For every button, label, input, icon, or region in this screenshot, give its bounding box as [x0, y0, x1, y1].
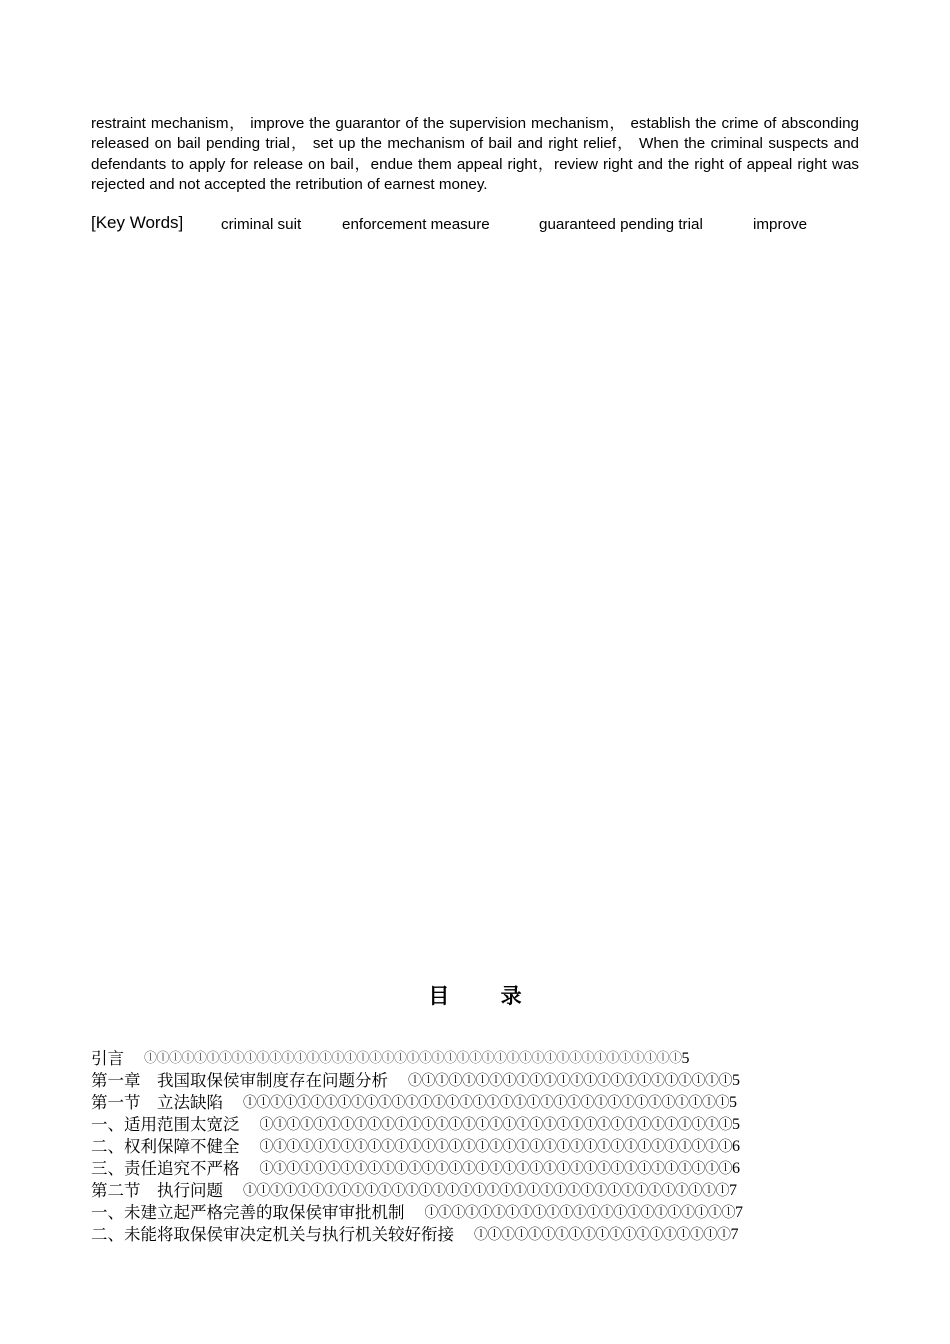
toc-entry[interactable] [91, 1070, 871, 1092]
toc-leader: ⓛⓛⓛⓛⓛⓛⓛⓛⓛⓛⓛⓛⓛⓛⓛⓛⓛⓛⓛⓛⓛⓛⓛⓛ [408, 1073, 732, 1089]
toc-entry-title: 第一章 我国取保侯审制度存在问题分析 [91, 1071, 388, 1090]
toc-page-number: 6 [732, 1138, 740, 1155]
toc-page-number: 6 [732, 1160, 740, 1177]
toc-entry-title: 第二节 执行问题 [91, 1181, 223, 1200]
toc-leader: ⓛⓛⓛⓛⓛⓛⓛⓛⓛⓛⓛⓛⓛⓛⓛⓛⓛⓛⓛⓛⓛⓛⓛⓛⓛⓛⓛⓛⓛⓛⓛⓛⓛⓛⓛⓛ [243, 1183, 729, 1199]
abstract-continuation [91, 114, 859, 195]
toc-entry[interactable] [91, 1158, 871, 1180]
toc-page-number: 5 [681, 1050, 690, 1067]
toc-title: 目 录 [428, 984, 544, 1008]
toc-entry-title: 二、权利保障不健全 [91, 1137, 240, 1156]
toc-leader: ⓛⓛⓛⓛⓛⓛⓛⓛⓛⓛⓛⓛⓛⓛⓛⓛⓛⓛⓛⓛⓛⓛⓛ [424, 1205, 735, 1221]
toc-entry[interactable] [91, 1136, 871, 1158]
toc-page-number: 7 [735, 1204, 743, 1221]
keyword-item: improve [753, 216, 808, 233]
abstract-paragraph: restraint mechanism， improve the guarantor of the supervision mechanism， establish the crime of absconding released on bail pending trial， set up the mechanism of bail and right relief， When the criminal suspects and defendants to apply for release on bail，endue them appeal right，review right and the right of appeal right was rejected and not accepted the retribution of earnest money. [91, 115, 859, 193]
toc-entry[interactable] [91, 1224, 871, 1246]
toc-leader: ⓛⓛⓛⓛⓛⓛⓛⓛⓛⓛⓛⓛⓛⓛⓛⓛⓛⓛⓛ [474, 1227, 731, 1243]
keyword-item: guaranteed pending trial [539, 216, 703, 233]
toc-entry-title: 一、适用范围太宽泛 [91, 1115, 240, 1134]
keywords-line [91, 213, 871, 237]
toc-entry[interactable] [91, 1048, 871, 1070]
toc-entry[interactable] [91, 1114, 871, 1136]
keyword-item: criminal suit [221, 216, 302, 233]
toc-leader: ⓛⓛⓛⓛⓛⓛⓛⓛⓛⓛⓛⓛⓛⓛⓛⓛⓛⓛⓛⓛⓛⓛⓛⓛⓛⓛⓛⓛⓛⓛⓛⓛⓛⓛⓛⓛ [243, 1095, 729, 1111]
table-of-contents [91, 1048, 871, 1246]
toc-entry-title: 三、责任追究不严格 [91, 1159, 240, 1178]
toc-entry-title: 引言 [91, 1049, 124, 1068]
toc-page-number: 7 [730, 1226, 739, 1243]
toc-leader: ⓛⓛⓛⓛⓛⓛⓛⓛⓛⓛⓛⓛⓛⓛⓛⓛⓛⓛⓛⓛⓛⓛⓛⓛⓛⓛⓛⓛⓛⓛⓛⓛⓛⓛⓛⓛⓛⓛⓛⓛⓛⓛⓛ [144, 1051, 682, 1066]
toc-page-number: 7 [729, 1182, 737, 1199]
toc-entry-title: 一、未建立起严格完善的取保侯审审批机制 [91, 1203, 405, 1222]
toc-page-number: 5 [729, 1094, 737, 1111]
toc-entry[interactable] [91, 1202, 871, 1224]
keywords-label: [Key Words] [91, 213, 184, 232]
toc-page-number: 5 [732, 1072, 740, 1089]
keyword-item: enforcement measure [342, 216, 490, 233]
toc-page-number: 5 [732, 1116, 740, 1133]
toc-entry[interactable] [91, 1092, 871, 1114]
toc-leader: ⓛⓛⓛⓛⓛⓛⓛⓛⓛⓛⓛⓛⓛⓛⓛⓛⓛⓛⓛⓛⓛⓛⓛⓛⓛⓛⓛⓛⓛⓛⓛⓛⓛⓛⓛ [259, 1139, 732, 1155]
toc-entry-title: 第一节 立法缺陷 [91, 1093, 223, 1112]
toc-entry[interactable] [91, 1180, 871, 1202]
toc-leader: ⓛⓛⓛⓛⓛⓛⓛⓛⓛⓛⓛⓛⓛⓛⓛⓛⓛⓛⓛⓛⓛⓛⓛⓛⓛⓛⓛⓛⓛⓛⓛⓛⓛⓛⓛ [259, 1161, 732, 1177]
toc-entry-title: 二、未能将取保侯审决定机关与执行机关较好衔接 [91, 1225, 454, 1244]
toc-leader: ⓛⓛⓛⓛⓛⓛⓛⓛⓛⓛⓛⓛⓛⓛⓛⓛⓛⓛⓛⓛⓛⓛⓛⓛⓛⓛⓛⓛⓛⓛⓛⓛⓛⓛⓛ [259, 1117, 732, 1133]
